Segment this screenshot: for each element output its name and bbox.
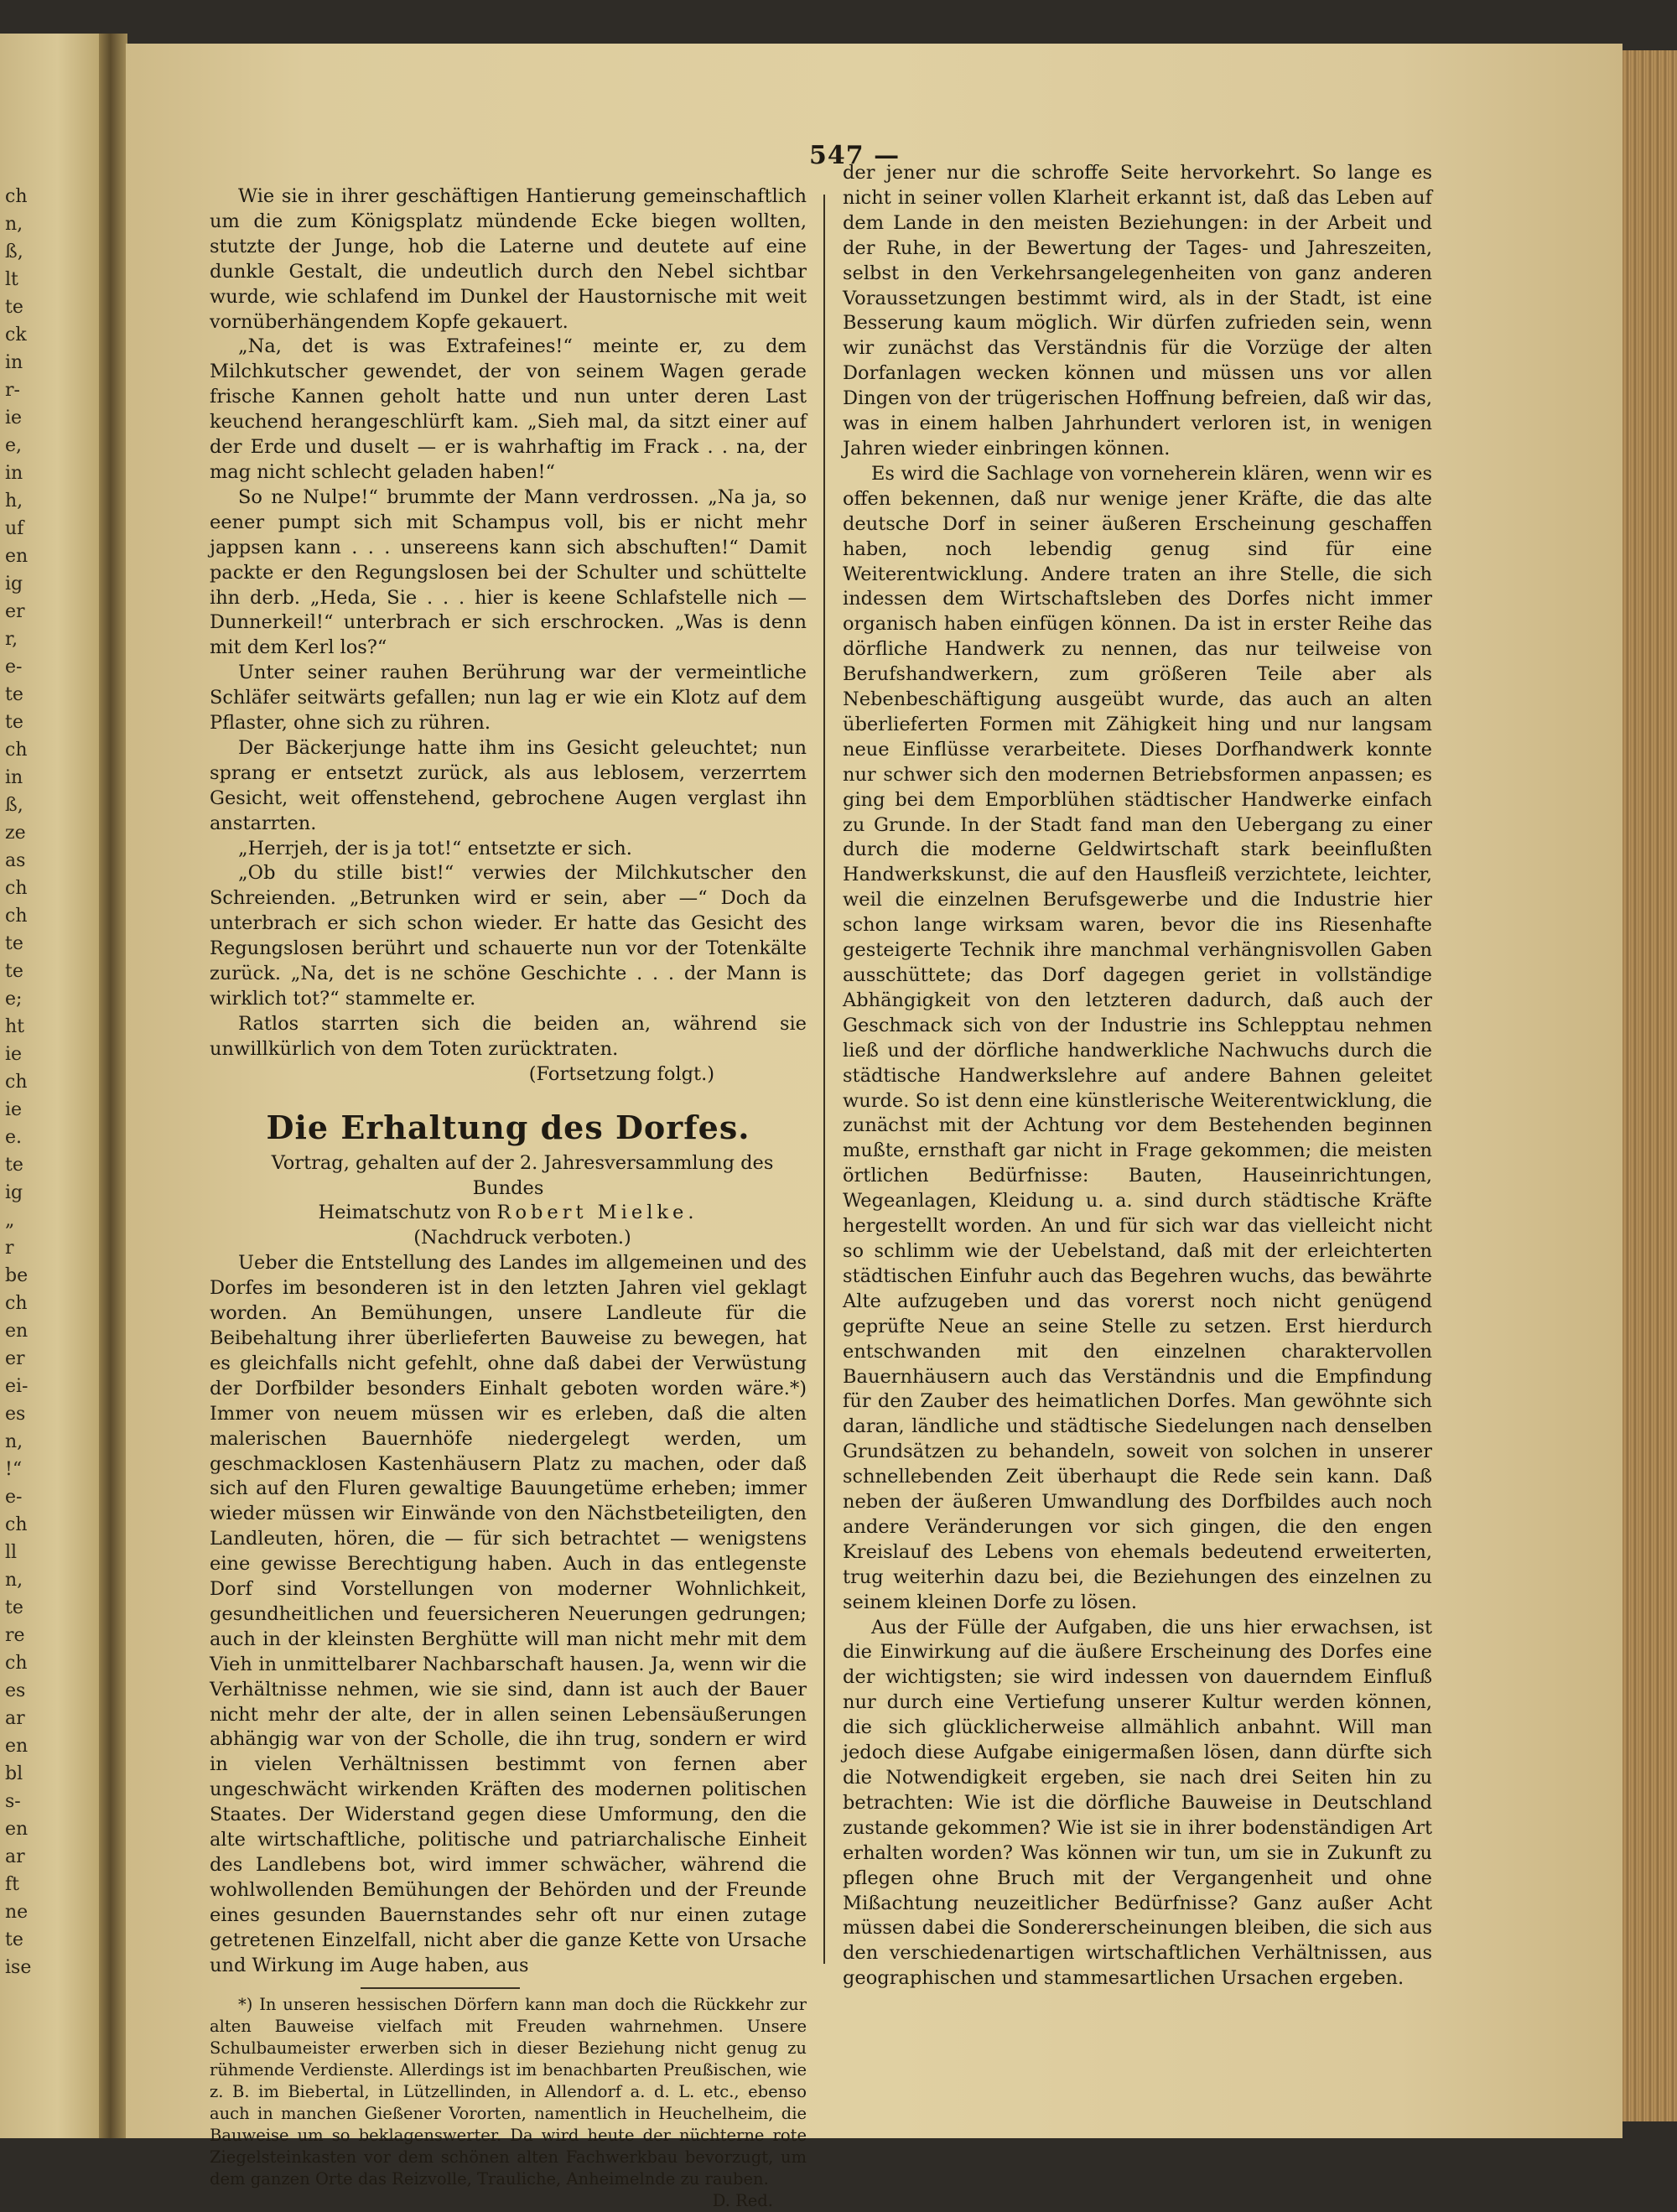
left-page-fragment: ß, [5, 795, 23, 816]
left-page-fragment: er [5, 1348, 25, 1369]
left-page-fragment: in [5, 352, 23, 373]
left-page-fragment: in [5, 463, 23, 484]
left-page-fragment: uf [5, 518, 24, 539]
left-page-fragment: ig [5, 1182, 23, 1203]
story-paragraph: Der Bäckerjunge hatte ihm ins Gesicht geleuchtet; nun sprang er entsetzt zurück, als aus leblosem, verzerrtem Gesicht, weit offenstehend, gebrochene Augen verglast ihn anstarrten. [210, 736, 807, 834]
footnote [210, 1994, 807, 2210]
left-page-fragment: en [5, 1819, 29, 1840]
continued-note: (Fortsetzung folgt.) [528, 1062, 714, 1085]
left-page-fragment: bl [5, 1763, 23, 1784]
reprint-note: (Nachdruck verboten.) [413, 1227, 631, 1249]
left-column [210, 184, 807, 2212]
left-page-fragment: h, [5, 491, 23, 511]
story-paragraph: „Herrjeh, der is ja tot!“ entsetzte er sich. [238, 837, 632, 859]
left-page-fragment: ch [5, 1514, 28, 1535]
left-page-fragment: ei- [5, 1376, 29, 1397]
subtitle-line-2: Heimatschutz von [318, 1202, 491, 1224]
left-page-fragment: te [5, 1597, 23, 1618]
left-page-fragment: e; [5, 989, 23, 1010]
article-paragraph: der jener nur die schroffe Seite hervorkehrt. So lange es nicht in seiner vollen Klarheit erkannt ist, daß das Leben auf dem Lande in den meisten Beziehungen: in der Arbeit und der Ruhe, in der Bewertung der Tages- und Jahreszeiten, selbst in den Verkehrsangelegenheiten von ganz anderen Voraussetzungen bestimmt wird, als in der Stadt, ist eine Besserung kaum möglich. Wir dürfen zufrieden sein, wenn wir zunächst das Verständnis für die Vorzüge der alten Dorfanlagen wecken können und müssen uns vor allen Dingen von der trügerischen Hoffnung befreien, daß wir das, was in einem halben Jahrhundert verloren ist, in wenigen Jahren wieder einbringen können. [843, 162, 1432, 460]
article-subtitle [210, 1151, 807, 1227]
left-page-fragment: ig [5, 574, 23, 595]
left-page-fragment: as [5, 850, 26, 871]
column-divider [823, 195, 825, 1964]
subtitle-line-1: Vortrag, gehalten auf der 2. Jahresversammlung des Bundes [271, 1151, 774, 1199]
left-page-fragment: te [5, 1155, 23, 1176]
left-page-fragment: s- [5, 1791, 21, 1812]
story-paragraph: Ratlos starrten sich die beiden an, während sie unwillkürlich von dem Toten zurücktraten. [210, 1012, 807, 1060]
left-page-fragment: re [5, 1625, 25, 1646]
footnote-signature: D. Red. [712, 2190, 773, 2210]
left-page-fragment: ch [5, 878, 28, 899]
left-page-fragment: ar [5, 1846, 25, 1867]
left-page-fragment: te [5, 933, 23, 954]
page-stack-edge [1622, 50, 1677, 2121]
left-page-fragment: ch [5, 1293, 28, 1314]
left-page-fragment: ck [5, 325, 27, 345]
left-page-fragment: e. [5, 1127, 23, 1148]
footnote-text: *) In unseren hessischen Dörfern kann man doch die Rückkehr zur alten Bauweise vielfach mit Freuden wahrnehmen. Unsere Schulbaumeister erwerben sich in dieser Beziehung nicht genug zu rühmende Verdienste. Allerdings ist im benachbarten Preußischen, wie z. B. im Biebertal, in Lützellinden, in Allendorf a. d. L. etc., ebenso auch in manchen Gießener Vororten, namentlich in Heuchelheim, die Bauweise um so beklagenswerter. Da wird heute der nüchterne rote Ziegelsteinkasten vor dem schönen alten Fachwerkbau bevorzugt, um dem ganzen Orte das Reizvolle, Trauliche, Anheimelnde zu rauben. [210, 1994, 807, 2189]
left-page-fragment: e- [5, 1487, 23, 1508]
left-page-edge [0, 34, 105, 2138]
left-page-fragment: ß, [5, 241, 23, 262]
left-page-fragment: en [5, 1736, 29, 1757]
left-page-fragment: r, [5, 629, 18, 650]
left-page-fragment: be [5, 1265, 29, 1286]
article-title: Die Erhaltung des Dorfes. [266, 1108, 750, 1146]
story-paragraph: So ne Nulpe!“ brummte der Mann verdrossen. „Na ja, so eener pumpt sich mit Schampus voll, bis er nicht mehr jappsen kann . . . unsereens kann sich abschuften!“ Damit packte er den Regungslosen bei der Schulter und schüttelte ihn derb. „Heda, Sie . . . hier is keene Schlafstelle nich — Dunnerkeil!“ unterbrach er sich erschrocken. „Was is denn mit dem Kerl los?“ [210, 485, 807, 659]
left-page-fragment: ch [5, 186, 28, 207]
story-paragraph: „Na, det is was Extrafeines!“ meinte er, zu dem Milchkutscher gewendet, der von seinem Wagen gerade frische Kannen geholt hatte und nun unter deren Last keuchend herangeschlürft kam. „Sieh mal, da sitzt einer auf der Erde und duselt — er is wahrhaftig im Frack . . na, der mag nicht schlecht geladen haben!“ [210, 335, 807, 483]
left-page-fragment: ise [5, 1957, 32, 1978]
left-page-fragment: es [5, 1404, 26, 1425]
left-page-fragment: es [5, 1680, 26, 1701]
left-page-fragment: n, [5, 1570, 23, 1591]
left-page-fragment: te [5, 1929, 23, 1950]
story-paragraph: „Ob du stille bist!“ verwies der Milchkutscher den Schreienden. „Betrunken wird er sein, aber —“ Doch da unterbrach er sich schon wieder. Er hatte das Gesicht des Regungslosen berührt und schauerte nun vor der Totenkälte zurück. „Na, det is ne schöne Geschichte . . . der Mann is wirklich tot?“ stammelte er. [210, 862, 807, 1010]
left-page-fragment: te [5, 961, 23, 982]
left-page-fragment: ht [5, 1016, 25, 1037]
left-page-fragment: er [5, 601, 25, 622]
left-page-fragment: ft [5, 1874, 19, 1895]
left-page-fragment: e, [5, 435, 23, 456]
left-page-fragment: te [5, 297, 23, 318]
left-page-fragment: !“ [5, 1459, 23, 1480]
left-page-fragment: ne [5, 1902, 29, 1923]
left-page-fragment: en [5, 546, 29, 567]
left-page-fragment: ie [5, 1099, 23, 1120]
page-number: 547 — [809, 141, 901, 170]
footnote-divider [361, 1987, 520, 1989]
left-page-fragment: ch [5, 740, 28, 761]
book-gutter [99, 34, 127, 2138]
story-paragraph: Unter seiner rauhen Berührung war der vermeintliche Schläfer seitwärts gefallen; nun lag er wie ein Klotz auf dem Pflaster, ohne sich zu rühren. [210, 662, 807, 735]
left-page-fragment: r [5, 1238, 14, 1259]
article-paragraph: Ueber die Entstellung des Landes im allgemeinen und des Dorfes im besonderen ist in den letzten Jahren viel geklagt worden. An Bemühungen, unsere Landleute für die Beibehaltung ihrer überlieferten Bauweise zu bewegen, hat es gleichfalls nicht gefehlt, ohne daß dabei der Verwüstung der Dorfbilder besonders Einhalt geboten worden wäre.*) Immer von neuem müssen wir es erleben, daß die alten malerischen Bauernhöfe niedergelegt werden, um geschmacklosen Kastenhäusern Platz zu machen, oder daß sich auf den Fluren gewaltige Bauungetüme erheben; immer wieder müssen wir Einwände von den Nächstbeteiligten, den Landleuten, hören, die — für sich betrachtet — wenigstens eine gewisse Berechtigung haben. Auch in das entlegenste Dorf sind Vorstellungen von moderner Wohnlichkeit, gesundheitlichen und feuersicheren Neuerungen gedrungen; auch in der kleinsten Berghütte will man nicht mehr mit dem Vieh in unmittelbarer Nachbarschaft hausen. Ja, wenn wir die Verhältnisse nehmen, wie sie sind, dann ist auch der Bauer nicht mehr der alte, der in allen seinen Lebensäußerungen abhängig war von der Scholle, die ihn trug, sondern er wird in vielen Verhältnissen bestimmt von fernen aber ungeschwächt wirkenden Kräften des modernen politischen Staates. Der Widerstand gegen diese Umformung, den die alte wirtschaftliche, politische und patriarchalische Einheit des Landlebens bot, wird immer schwächer, während die wohlwollenden Bemühungen der Behörden und der Freunde eines gesunden Bauernstandes sehr oft nur einen zutage getretenen Einzelfall, nicht aber die ganze Kette von Ursache und Wirkung im Auge haben, aus [210, 1252, 807, 1976]
left-page-fragment: e- [5, 657, 23, 678]
right-column [843, 161, 1432, 1991]
left-page-fragment: r- [5, 380, 20, 401]
left-page-fragment: „ [5, 1210, 15, 1231]
article-paragraph: Aus der Fülle der Aufgaben, die uns hier erwachsen, ist die Einwirkung auf die äußere Erscheinung des Dorfes eine der wichtigsten; sie wird indessen von dauerndem Einfluß nur durch eine Vertiefung unserer Kultur werden können, die sich glücklicherweise allmählich anbahnt. Will man jedoch diese Aufgabe einigermaßen lösen, dann dürfte sich die Notwendigkeit ergeben, sie nach drei Seiten hin zu betrachten: Wie ist die dörfliche Bauweise in Deutschland zustande gekommen? Wie ist sie in ihrer bodenständigen Art erhalten worden? Was können wir tun, um sie in Zukunft zu pflegen ohne Bruch mit der Vergangenheit und ohne Mißachtung neuzeitlicher Bedürfnisse? Ganz außer Acht müssen dabei die Sondererscheinungen bleiben, die sich aus den verschiedenartigen wirtschaftlichen Verhältnissen, aus geographischen und stammesartlichen Ursachen ergeben. [843, 1616, 1432, 1990]
left-page-fragment: te [5, 712, 23, 733]
article-paragraph: Es wird die Sachlage von vorneherein klären, wenn wir es offen bekennen, daß nur wenige jener Kräfte, die das alte deutsche Dorf in seiner äußeren Erscheinung geschaffen haben, noch lebendig genug sind für eine Weiterentwicklung. Andere traten an ihre Stelle, die sich indessen dem Wirtschaftsleben des Dorfes nicht immer organisch haben einfügen können. Da ist in erster Reihe das dörfliche Handwerk zu nennen, das nur teilweise von Berufshandwerkern, zum größeren Teile aber als Nebenbeschäftigung ausgeübt wurde, das auch an alten überlieferten Formen mit Zähigkeit hing und nur langsam neue Einflüsse verarbeitete. Dieses Dorfhandwerk konnte nur schwer sich den modernen Betriebsformen anpassen; es ging bei dem Emporblühen städtischer Handwerke einfach zu Grunde. In der Stadt fand man den Uebergang zu einer durch die moderne Geldwirtschaft stark beeinflußten Handwerkskunst, die auf den Hausfleiß verzichtete, leichter, weil die einzelnen Berufsgewerbe und die Industrie hier schon lange wirksam waren, bevor die ins Riesenhafte gesteigerte Technik ihre manchmal verhängnisvollen Gaben ausschüttete; das Dorf dagegen geriet in vollständige Abhängigkeit von den letzteren dadurch, daß auch der Geschmack sich von der Industrie ins Schlepptau nehmen ließ und der dörfliche handwerkliche Nachwuchs durch die städtische Handwerkslehre auf andere Bahnen geleitet wurde. So ist denn eine künstlerische Weiterentwicklung, die zunächst mit der Achtung vor dem Bestehenden beginnen mußte, ernsthaft gar nicht in Frage gekommen; die meisten örtlichen Bedürfnisse: Bauten, Hauseinrichtungen, Wegeanlagen, Kleidung u. a. sind durch städtische Kräfte hergestellt worden. An und für sich war das vielleicht nicht so schlimm wie der Uebelstand, daß mit der erleichterten städtischen Einfuhr auch das Begehren wuchs, das bewährte Alte aufzugeben und das vorerst noch nicht genügend geprüfte Neue an seine Stelle zu setzen. Erst hierdurch entschwanden mit den einzelnen charaktervollen Bauernhäusern auch das Verständnis und die Empfindung für den Zauber des heimatlichen Dorfes. Man gewöhnte sich daran, ländliche und städtische Siedelungen nach denselben Grundsätzen zu behandeln, soweit von solchen in unserer schnellebenden Zeit überhaupt die Rede sein kann. Daß neben der äußeren Umwandlung des Dorfbildes auch noch andere Veränderungen vor sich gingen, die den engen Kreislauf des Lebens von ehemals bedeutend erweiterten, trug weiterhin dazu bei, die Beziehungen des einzelnen zu seinem kleinen Dorfe zu lösen. [843, 462, 1432, 1613]
left-page-fragment: ch [5, 1072, 28, 1093]
left-page-fragment: ie [5, 1044, 23, 1065]
left-page-fragment: n, [5, 1431, 23, 1452]
article-author: Robert Mielke. [496, 1202, 698, 1224]
left-page-fragment: n, [5, 214, 23, 235]
left-page-fragment: ch [5, 906, 28, 927]
left-page-fragment: ze [5, 823, 26, 844]
left-page-fragment: ll [5, 1542, 18, 1563]
left-page-fragment: in [5, 767, 23, 788]
left-page-fragment: lt [5, 269, 18, 290]
left-page-fragment: ar [5, 1708, 25, 1729]
left-page-fragment: ch [5, 1653, 28, 1674]
story-paragraph: Wie sie in ihrer geschäftigen Hantierung gemeinschaftlich um die zum Königsplatz mündende Ecke biegen wollten, stutzte der Junge, hob die Laterne und deutete auf eine dunkle Gestalt, die undeutlich durch den Nebel sichtbar wurde, wie schlafend im Dunkel der Haustornische mit weit vornüberhängendem Kopfe gekauert. [210, 185, 807, 333]
left-page-fragment: ie [5, 408, 23, 428]
left-page-fragment: en [5, 1321, 29, 1342]
left-page-fragment: te [5, 684, 23, 705]
